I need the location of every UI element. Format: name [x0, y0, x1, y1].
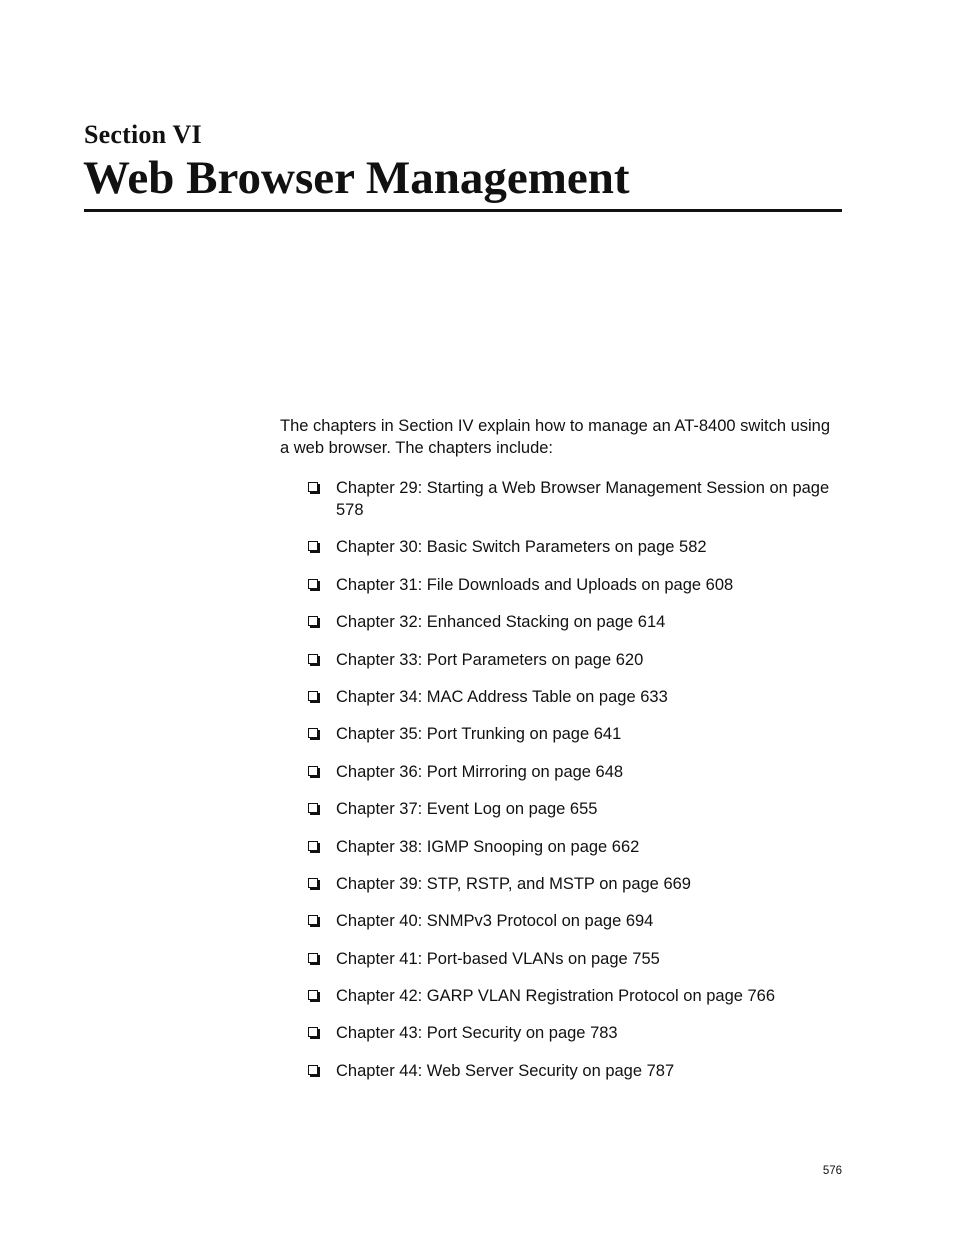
page-title: Web Browser Management	[83, 152, 630, 204]
checkbox-icon	[308, 953, 318, 963]
checkbox-icon	[308, 691, 318, 701]
chapter-item	[307, 686, 842, 708]
chapter-label: Chapter 31: File Downloads and Uploads on page 608	[336, 575, 734, 594]
checkbox-icon	[308, 1065, 318, 1075]
chapter-label: Chapter 29: Starting a Web Browser Management Session on page 578	[336, 479, 830, 519]
chapter-label: Chapter 30: Basic Switch Parameters on page 582	[336, 538, 707, 557]
checkbox-icon	[308, 766, 318, 776]
chapter-item	[307, 649, 842, 671]
chapter-item	[307, 723, 842, 745]
chapter-label: Chapter 33: Port Parameters on page 620	[336, 650, 644, 669]
chapter-item	[307, 574, 842, 596]
checkbox-icon	[308, 803, 318, 813]
checkbox-icon	[308, 915, 318, 925]
chapter-label: Chapter 38: IGMP Snooping on page 662	[336, 837, 640, 856]
checkbox-icon	[308, 616, 318, 626]
chapter-item	[307, 1060, 842, 1082]
checkbox-icon	[308, 878, 318, 888]
chapter-list	[307, 477, 842, 1097]
checkbox-icon	[308, 841, 318, 851]
chapter-item	[307, 910, 842, 932]
chapter-item	[307, 798, 842, 820]
page-number: 576	[822, 1165, 842, 1177]
chapter-label: Chapter 35: Port Trunking on page 641	[336, 725, 622, 744]
chapter-label: Chapter 40: SNMPv3 Protocol on page 694	[336, 912, 654, 931]
checkbox-icon	[308, 579, 318, 589]
chapter-label: Chapter 39: STP, RSTP, and MSTP on page 669	[336, 874, 691, 893]
checkbox-icon	[308, 1027, 318, 1037]
chapter-item	[307, 536, 842, 558]
checkbox-icon	[308, 728, 318, 738]
chapter-item	[307, 1022, 842, 1044]
chapter-item	[307, 761, 842, 783]
chapter-label: Chapter 34: MAC Address Table on page 633	[336, 687, 668, 706]
checkbox-icon	[308, 990, 318, 1000]
chapter-item	[307, 611, 842, 633]
checkbox-icon	[308, 654, 318, 664]
chapter-label: Chapter 37: Event Log on page 655	[336, 800, 598, 819]
chapter-item	[307, 873, 842, 895]
checkbox-icon	[308, 541, 318, 551]
section-label: Section VI	[84, 120, 202, 149]
chapter-label: Chapter 32: Enhanced Stacking on page 614	[336, 613, 666, 632]
chapter-label: Chapter 43: Port Security on page 783	[336, 1024, 618, 1043]
chapter-item	[307, 948, 842, 970]
checkbox-icon	[308, 482, 318, 492]
chapter-label: Chapter 42: GARP VLAN Registration Protocol on page 766	[336, 987, 776, 1006]
chapter-item	[307, 985, 842, 1007]
title-rule	[84, 209, 842, 212]
intro-paragraph: The chapters in Section IV explain how to manage an AT-8400 switch using a web browser. The chapters include:	[280, 417, 831, 457]
chapter-item	[307, 836, 842, 858]
chapter-label: Chapter 36: Port Mirroring on page 648	[336, 762, 624, 781]
chapter-label: Chapter 41: Port-based VLANs on page 755	[336, 949, 660, 968]
chapter-item	[307, 477, 842, 521]
chapter-label: Chapter 44: Web Server Security on page 787	[336, 1061, 675, 1080]
